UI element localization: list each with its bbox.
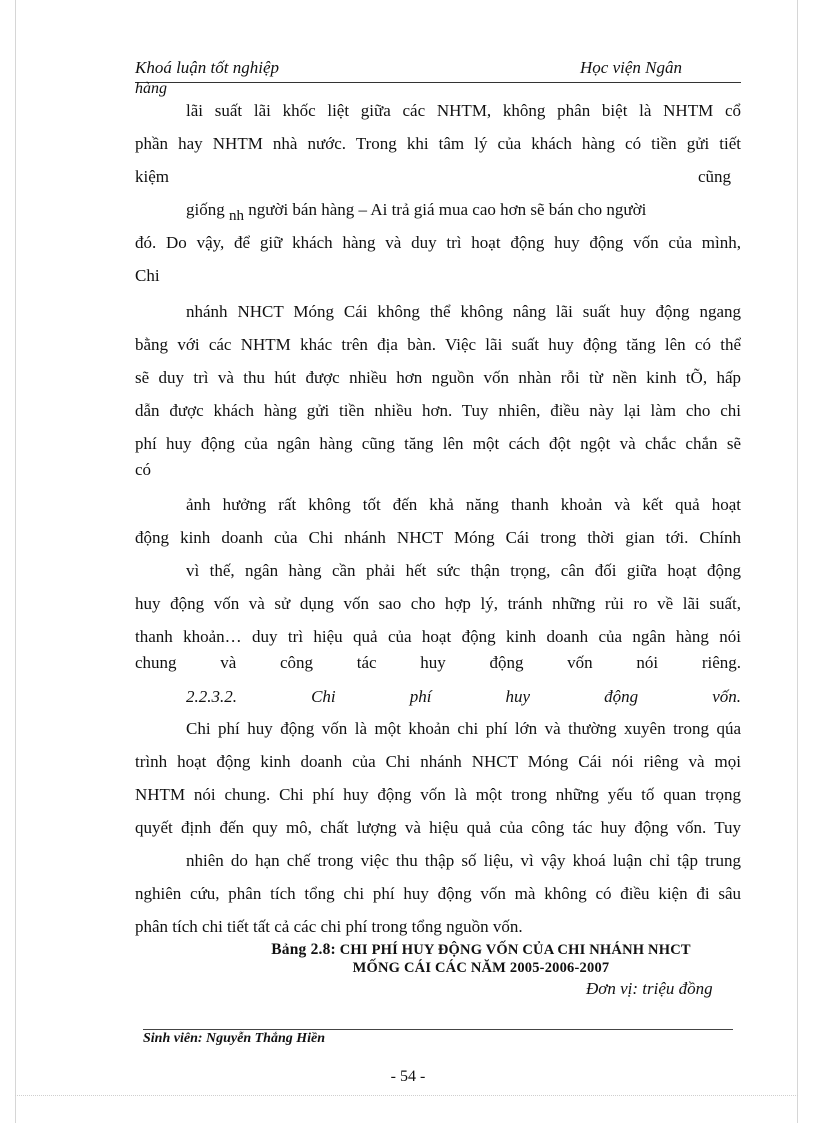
table-caption-label: Bảng 2.8: (271, 941, 336, 958)
body-line-9: sẽ duy trì và thu hút được nhiều hơn nguồn vốn nhàn rỗi từ nền kinh tÕ, hấp (135, 368, 741, 387)
body-line-15: vì thế, ngân hàng cần phải hết sức thận trọng, cân đối giữa hoạt động (186, 561, 741, 580)
body-line-13: ảnh hưởng rất không tốt đến khả năng thanh khoản và kết quả hoạt (186, 495, 741, 514)
body-line-1: lãi suất lãi khốc liệt giữa các NHTM, không phân biệt là NHTM cổ (186, 101, 741, 120)
body-line-26: phân tích chi tiết tất cả các chi phí trong tổng nguồn vốn. (135, 917, 523, 936)
body-line-18: chung và công tác huy động vốn nói riêng. (135, 653, 741, 672)
body-line-17: thanh khoản… duy trì hiệu quả của hoạt động kinh doanh của ngân hàng nói (135, 627, 741, 646)
header-title-right-wrap: hàng (135, 80, 167, 97)
body-line-14: động kinh doanh của Chi nhánh NHCT Móng Cái trong thời gian tới. Chính (135, 528, 741, 547)
frame-left-border (15, 0, 16, 1123)
body-line-8: bằng với các NHTM khác trên địa bàn. Việc lãi suất huy động tăng lên có thể (135, 335, 741, 354)
body-line-4a: giống (186, 200, 225, 219)
table-unit-note: Đơn vị: triệu đồng (586, 979, 713, 998)
footer-student-name: Sinh viên: Nguyễn Thắng Hiền (143, 1031, 326, 1046)
header-title-left: Khoá luận tốt nghiệp (135, 58, 280, 77)
body-line-6: Chi (135, 266, 160, 285)
section-heading-2-2-3-2: 2.2.3.2. Chi phí huy động vốn. (186, 687, 741, 706)
body-line-25: nghiên cứu, phân tích tổng chi phí huy động vốn mà không có điều kiện đi sâu (135, 884, 741, 903)
body-line-16: huy động vốn và sử dụng vốn sao cho hợp lý, tránh những rủi ro về lãi suất, (135, 594, 741, 613)
body-line-4-fragment: nh (228, 208, 244, 224)
frame-bottom-border (15, 1095, 798, 1096)
body-line-5: đó. Do vậy, để giữ khách hàng và duy trì hoạt động huy động vốn của mình, (135, 233, 741, 252)
body-line-3b: cũng (698, 167, 732, 186)
body-line-4b: người bán hàng – Ai trả giá mua cao hơn sẽ bán cho người (248, 200, 647, 219)
body-line-4 (186, 199, 646, 222)
body-line-22: NHTM nói chung. Chi phí huy động vốn là một trong những yếu tố quan trọng (135, 785, 741, 804)
body-line-7: nhánh NHCT Móng Cái không thể không nâng lãi suất huy động ngang (186, 302, 741, 321)
body-line-11: phí huy động của ngân hàng cũng tăng lên một cách đột ngột và chắc chắn sẽ (135, 434, 741, 453)
table-caption-title-1: CHI PHÍ HUY ĐỘNG VỐN CỦA CHI NHÁNH NHCT (339, 942, 691, 958)
body-line-2: phần hay NHTM nhà nước. Trong khi tâm lý của khách hàng có tiền gửi tiết (135, 134, 741, 153)
body-line-21: trình hoạt động kinh doanh của Chi nhánh NHCT Móng Cái nói riêng và mọi (135, 752, 741, 771)
page-number: - 54 - (390, 1068, 426, 1085)
frame-right-border (797, 0, 798, 1123)
table-caption-title-2: MỐNG CÁI CÁC NĂM 2005-2006-2007 (352, 960, 610, 976)
header-title-right: Học viện Ngân (580, 58, 682, 77)
body-line-24: nhiên do hạn chế trong việc thu thập số liệu, vì vậy khoá luận chỉ tập trung (186, 851, 741, 870)
footer-rule (143, 1029, 733, 1030)
body-line-12: có (135, 460, 152, 479)
body-line-23: quyết định đến quy mô, chất lượng và hiệu quả của công tác huy động vốn. Tuy (135, 818, 741, 837)
body-line-20: Chi phí huy động vốn là một khoản chi phí lớn và thường xuyên trong qúa (186, 719, 741, 738)
header-rule (135, 82, 741, 83)
table-caption-line-1 (236, 941, 726, 959)
body-line-10: dẫn được khách hàng gửi tiền nhiều hơn. Tuy nhiên, điều này lại làm cho chi (135, 401, 741, 420)
body-line-3a: kiệm (135, 167, 169, 186)
